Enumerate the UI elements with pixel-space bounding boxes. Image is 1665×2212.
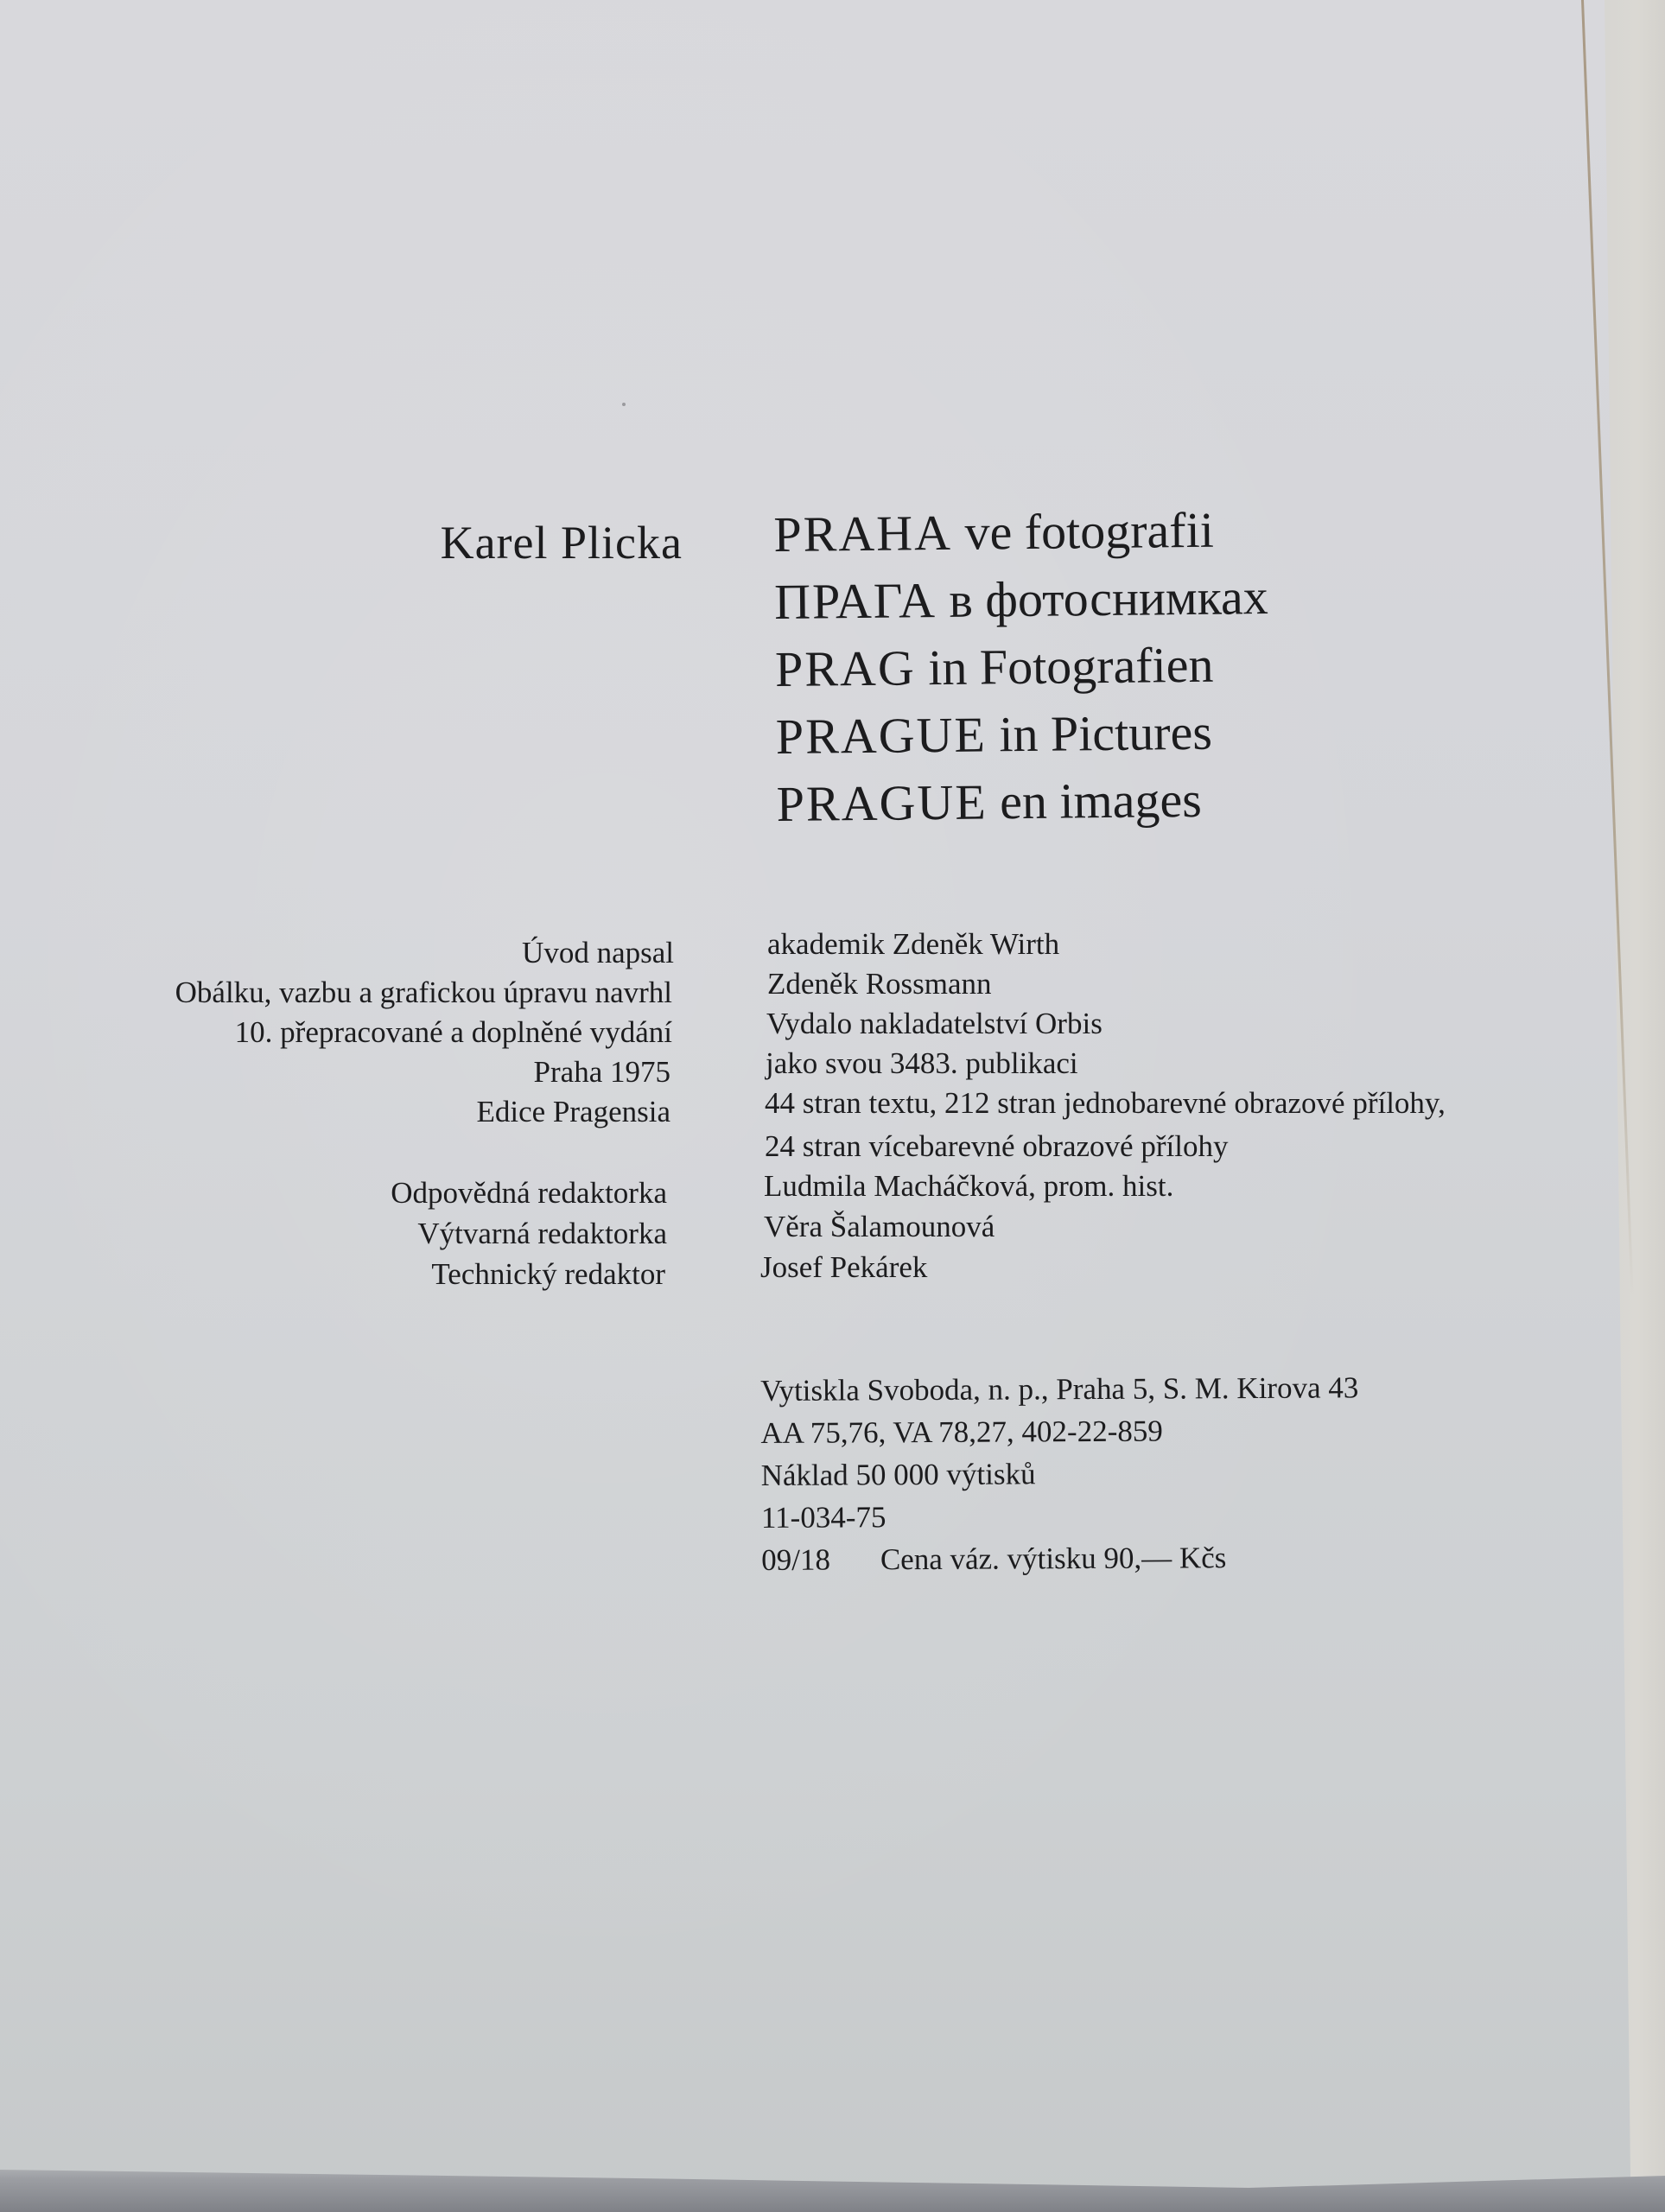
title-block bbox=[773, 496, 1271, 838]
credit-label: Obálku, vazbu a grafickou úpravu navrhl bbox=[175, 976, 672, 1009]
title-caps: ПРАГА bbox=[773, 572, 937, 630]
title-german bbox=[775, 631, 1269, 703]
credit-value: 44 stran textu, 212 stran jednobarevné obrazové přílohy, bbox=[765, 1086, 1446, 1120]
credit-value: Vydalo nakladatelství Orbis bbox=[766, 1007, 1103, 1040]
title-french bbox=[776, 766, 1270, 838]
title-czech bbox=[773, 496, 1268, 569]
credit-value: akademik Zdeněk Wirth bbox=[767, 927, 1060, 961]
credit-label: Úvod napsal bbox=[522, 936, 674, 969]
codes-line: AA 75,76, VA 78,27, 402-22-859 bbox=[760, 1414, 1163, 1450]
title-rest: в фотоснимках bbox=[949, 569, 1269, 628]
credit-label: Edice Pragensia bbox=[476, 1095, 670, 1128]
printing-info-block bbox=[760, 1366, 1359, 1581]
credit-value: Josef Pekárek bbox=[760, 1250, 928, 1284]
title-rest: in Fotografien bbox=[927, 636, 1214, 696]
title-caps: PRAG bbox=[774, 639, 917, 697]
title-rest: in Pictures bbox=[999, 703, 1213, 763]
title-caps: PRAGUE bbox=[775, 706, 988, 765]
bottom-page-shadow bbox=[0, 2152, 1665, 2212]
credit-value: 24 stran vícebarevné obrazové přílohy bbox=[765, 1129, 1229, 1163]
credit-label: Odpovědná redaktorka bbox=[391, 1176, 667, 1210]
credit-label: 10. přepracované a doplněné vydání bbox=[234, 1015, 672, 1049]
sheet-code: 09/18 bbox=[761, 1542, 830, 1577]
book-page-edge bbox=[1596, 0, 1665, 2177]
title-caps: PRAGUE bbox=[776, 773, 988, 832]
printer-line: Vytiskla Svoboda, n. p., Praha 5, S. M. Kirova 43 bbox=[760, 1370, 1359, 1408]
price-line bbox=[761, 1535, 1359, 1581]
title-caps: PRAHA bbox=[773, 504, 953, 563]
title-rest: ve fotografii bbox=[964, 501, 1215, 561]
credit-value: jako svou 3483. publikaci bbox=[766, 1046, 1078, 1080]
credit-value: Ludmila Macháčková, prom. hist. bbox=[764, 1169, 1174, 1203]
title-russian bbox=[774, 563, 1268, 636]
credit-value: Věra Šalamounová bbox=[764, 1210, 995, 1243]
price-text: Cena váz. výtisku 90,— Kčs bbox=[880, 1541, 1227, 1577]
author-name: Karel Plicka bbox=[440, 517, 683, 569]
title-english bbox=[775, 698, 1269, 771]
credit-value: Zdeněk Rossmann bbox=[767, 967, 992, 1001]
print-run-line: Náklad 50 000 výtisků bbox=[760, 1457, 1036, 1492]
credit-label: Technický redaktor bbox=[431, 1257, 665, 1291]
catalog-number-line: 11-034-75 bbox=[760, 1500, 887, 1535]
title-rest: en images bbox=[999, 771, 1203, 830]
paper-speck bbox=[622, 403, 626, 406]
credit-label: Praha 1975 bbox=[533, 1055, 670, 1089]
credit-label: Výtvarná redaktorka bbox=[417, 1217, 667, 1250]
